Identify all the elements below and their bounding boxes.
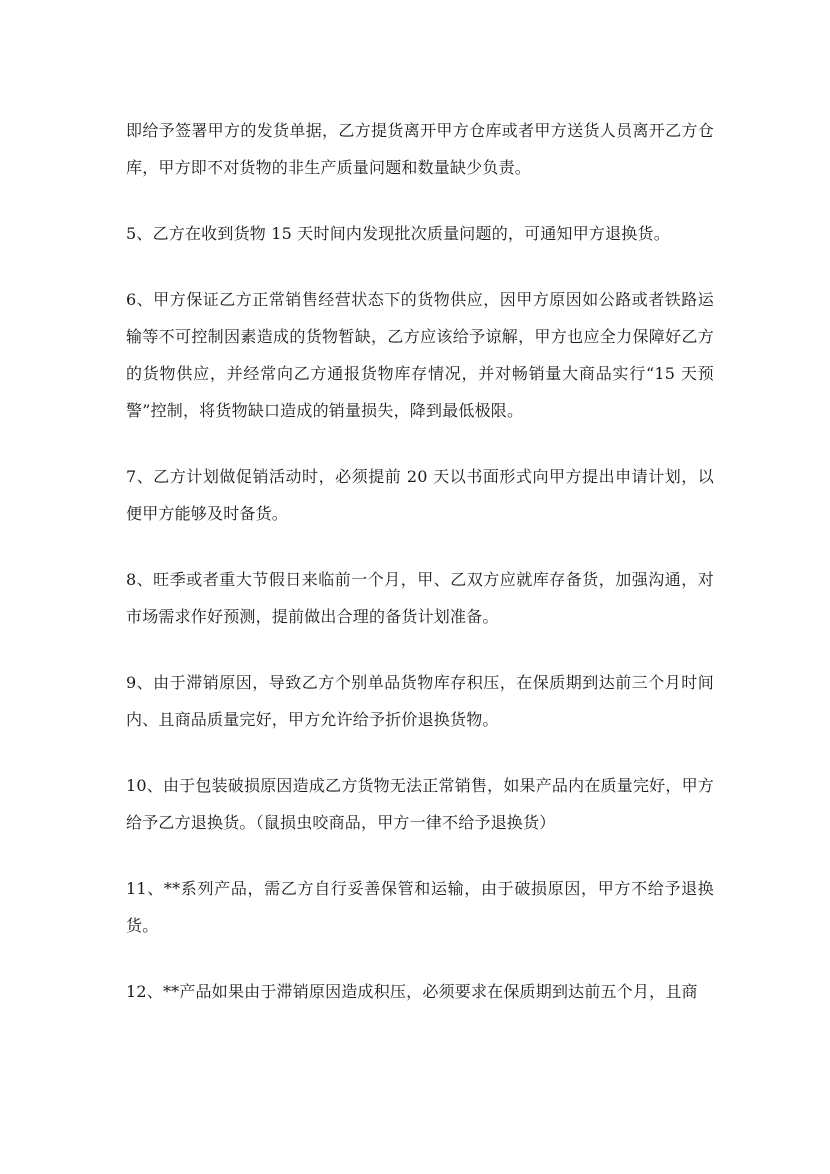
paragraph-clause-12: 12、**产品如果由于滞销原因造成积压，必须要求在保质期到达前五个月，且商 <box>126 982 698 1001</box>
paragraph-clause-11: 11、**系列产品，需乙方自行妥善保管和运输，由于破损原因，甲方不给予退换货。 <box>126 879 714 935</box>
paragraph-clause-9: 9、由于滞销原因，导致乙方个别单品货物库存积压，在保质期到达前三个月时间内、且商品质量完好，甲方允许给予折价退换货物。 <box>126 673 714 729</box>
paragraph-clause-5: 5、乙方在收到货物 15 天时间内发现批次质量问题的，可通知甲方退换货。 <box>126 224 670 243</box>
paragraph-clause-10: 10、由于包装破损原因造成乙方货物无法正常销售，如果产品内在质量完好，甲方给予乙方退换货。（鼠损虫咬商品，甲方一律不给予退换货） <box>126 776 714 832</box>
paragraph-clause-7: 7、乙方计划做促销活动时，必须提前 20 天以书面形式向甲方提出申请计划，以便甲方能够及时备货。 <box>126 467 714 523</box>
paragraph-clause-6: 6、甲方保证乙方正常销售经营状态下的货物供应，因甲方原因如公路或者铁路运输等不可控制因素造成的货物暂缺，乙方应该给予谅解，甲方也应全力保障好乙方的货物供应，并经常向乙方通报货物库存情况，并对畅销量大商品实行“15 天预警”控制，将货物缺口造成的销量损失，降到最低极限。 <box>126 290 714 420</box>
paragraph-delivery-continuation: 即给予签署甲方的发货单据，乙方提货离开甲方仓库或者甲方送货人员离开乙方仓库，甲方即不对货物的非生产质量问题和数量缺少负责。 <box>126 121 714 177</box>
paragraph-clause-8: 8、旺季或者重大节假日来临前一个月，甲、乙双方应就库存备货，加强沟通，对市场需求作好预测，提前做出合理的备货计划准备。 <box>126 570 714 626</box>
document-body <box>126 112 714 1039</box>
